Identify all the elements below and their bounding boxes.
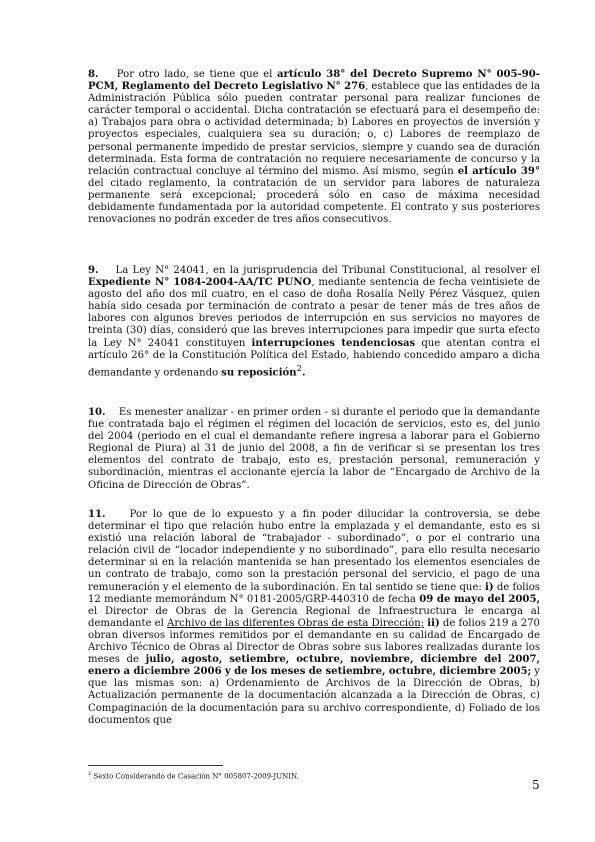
bold-reference: ii) (427, 617, 440, 629)
footnote (88, 770, 299, 781)
paragraph-8 (88, 69, 540, 226)
bold-reference: su reposición (221, 367, 297, 379)
bold-reference: interrupciones tendenciosas (251, 337, 416, 349)
paragraph-number: 8. (88, 69, 99, 80)
paragraph-text: La Ley N° 24041, en la jurisprudencia del Tribunal Constitucional, al resolver el (115, 265, 540, 276)
page-number: 5 (532, 778, 540, 792)
paragraph-text: Por otro lado, se tiene que el (116, 69, 277, 80)
paragraph-text: . (301, 367, 306, 379)
paragraph-text: que atentan contra el artículo 26° de la Constitución Política del Estado, habiendo concedido amparo a dicha demandante y ordenando (88, 337, 540, 379)
paragraph-9 (88, 265, 540, 379)
bold-reference: 09 de mayo del 2005, (419, 593, 540, 605)
bold-reference: i) (485, 581, 494, 593)
paragraph-text: , establece que las entidades de la Administración Pública sólo pueden contratar personal para realizar funciones de carácter temporal o accidental. Dicha contratación se efectuará para el desempeño de: a) Trabajos para obra o actividad determinada; b) Labores en proyectos de inversión y proyectos especiales, cualquiera sea su duración; o, c) Labores de reemplazo de personal permanente impedido de prestar servicios, siempre y cuando sea de duración determinada. Esta forma de contratación no requiere necesariamente de concurso y la relación contractual concluye al término del mismo. Así mismo, según (88, 81, 540, 177)
paragraph-text: Por lo que de lo expuesto y a fin poder dilucidar la controversia, se debe determinar el tipo que relación hubo entre la emplazada y el demandante, esto es si existió una relación laboral de “trabajador - subordinado”, o por el contrario una relación civil de “locador independiente y no subordinado”, para ello resulta necesario determinar si en la relación mantenida se han presentado los elementos esenciales de un contrato de trabajo, como son la prestación personal del servicio, el pago de una remuneración y el elemento de la subordinación. En tal sentido se tiene que: (88, 509, 540, 593)
underlined-reference: Archivo de las diferentes Obras de esta Dirección; (167, 617, 425, 629)
paragraph-10 (88, 407, 540, 492)
paragraph-text: de folios 12 mediante memorándum N° 0181-2005/GRP-440310 de fecha (88, 581, 540, 605)
paragraph-text: el Director de Obras de la Gerencia Regional de Infraestructura le encarga al demandante el (88, 605, 540, 629)
paragraph-number: 10. (88, 407, 106, 418)
paragraph-text: y que las mismas son: a) Ordenamiento de Archivos de la Dirección de Obras, b) Actualización permanente de la documentación alcanzada a la Dirección de Obras, c) Compaginación de la documentación para su archivo correspondiente, d) Foliado de los documentos que (88, 666, 541, 726)
paragraph-text: del citado reglamento, la contratación de un servidor para labores de naturaleza permanente será excepcional; procederá sólo en caso de máxima necesidad debidamente fundamentada por la autoridad competente. El contrato y sus posteriores renovaciones no podrán exceder de tres años consecutivos. (88, 177, 540, 226)
footnote-separator (88, 765, 223, 766)
paragraph-11 (88, 509, 540, 727)
footnote-reference[interactable]: 2 (296, 362, 302, 373)
bold-reference: Expediente N° 1084-2004-AA/TC PUNO (88, 277, 312, 289)
paragraph-text: de folios 219 a 270 obran diversos informes remitidos por el demandante en su calidad de Encargado de Archivo Técnico de Obras al Director de Obras sobre sus labores realizadas durante los meses de (88, 617, 540, 666)
footnote-text: Sexto Considerando de Casación N° 005807-2009-JUNIN. (91, 772, 299, 781)
paragraph-text: , mediante sentencia de fecha veintisiete de agosto del año dos mil cuatro, en el caso de doña Rosalía Nelly Pérez Vásquez, quien había sido cesada por terminación de contrato a pesar de tener más de tres años de labores con algunos breves periodos de interrupción en sus servicios no mayores de treinta (30) días, consideró que las breves interrupciones para impedir que surta efecto la Ley N° 24041 constituyen (88, 277, 541, 349)
paragraph-number: 11. (88, 509, 106, 520)
footnote-mark: 2 (88, 771, 92, 777)
paragraph-number: 9. (88, 265, 99, 276)
bold-reference: el artículo 39° (457, 165, 540, 177)
bold-reference: julio, agosto, setiembre, octubre, noviembre, diciembre del 2007, enero a diciembre 2006 y de los meses de setiembre, octubre, diciembre 2005; (88, 654, 540, 678)
paragraph-text: Es menester analizar - en primer orden - si durante el periodo que la demandante fue contratada bajo el régimen el régimen del locación de servicios, esto es, del junio del 2004 (periodo en el cual el demandante refiere ingresa a laborar para el Gobierno Regional de Piura) al 31 de junio del 2008, a fin de verificar si se presentan los tres elementos del contrato de trabajo, esto es, prestación personal, remuneración y subordinación, mientras el accionante ejercía la labor de “Encargado de Archivo de la Oficina de Dirección de Obras”. (88, 407, 540, 491)
bold-reference: artículo 38° del Decreto Supremo N° 005-90-PCM, Reglamento del Decreto Legislativo N° 276 (88, 69, 540, 93)
